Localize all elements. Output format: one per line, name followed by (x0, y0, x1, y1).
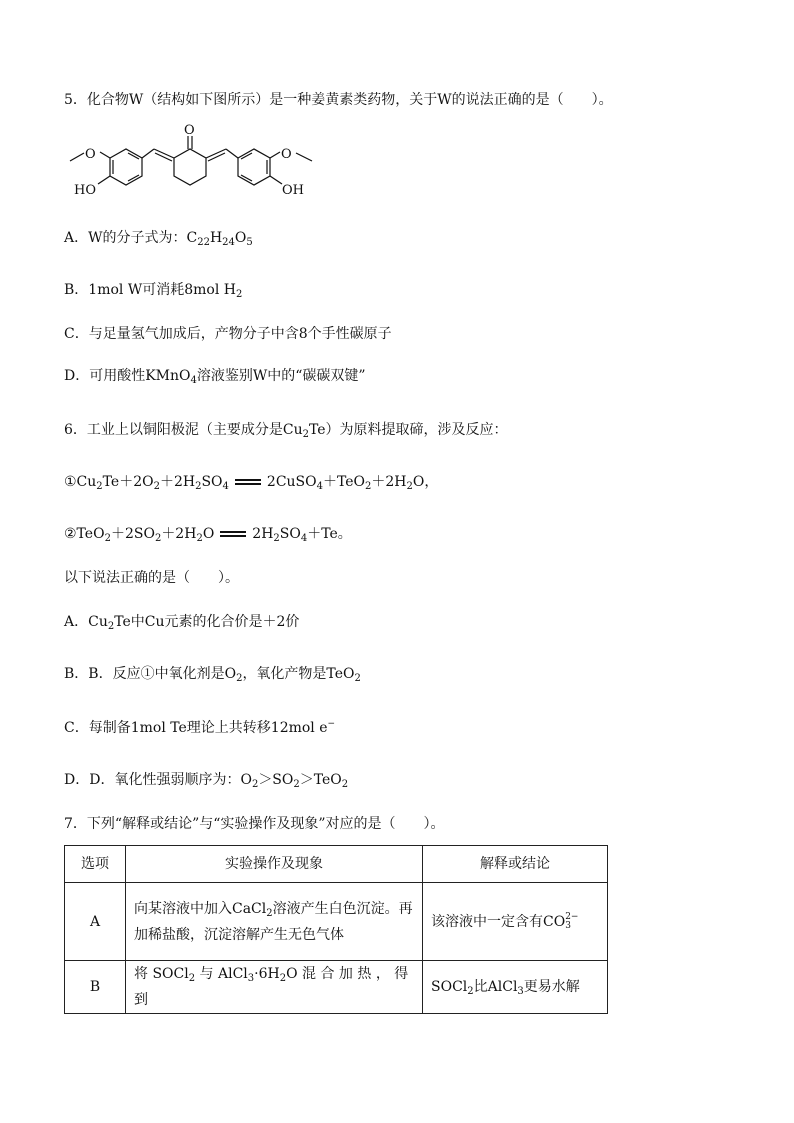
header-option: 选项 (65, 846, 126, 883)
equals-sign (220, 529, 246, 539)
q5-stem: 5．化合物W（结构如下图所示）是一种姜黄素类药物，关于W的说法正确的是（ ）。 (64, 92, 613, 108)
table-row (65, 883, 608, 961)
row-a-operation: 向某溶液中加入CaCl$_2$溶液产生白色沉淀。再 加稀盐酸，沉淀溶解产生无色气体 (126, 883, 423, 961)
row-b-conclusion: SOCl$_2$比AlCl$_3$更易水解 (423, 961, 608, 1014)
q6-option-d: D．D．氧化性强弱顺序为：$O_2>SO_2>TeO_2$ (64, 772, 349, 790)
header-conclusion: 解释或结论 (423, 846, 608, 883)
right-methoxy-o: O (281, 147, 292, 162)
q6-stem: 6．工业上以铜阳极泥（主要成分是$Cu_2Te$）为原料提取碲，涉及反应： (64, 422, 508, 440)
q5-option-b: B．1mol W可消耗8mol $H_2$ (64, 282, 243, 300)
equals-sign (235, 477, 261, 487)
q5-option-d: D．可用酸性KMnO$_4$溶液鉴别W中的“碳碳双键” (64, 368, 366, 386)
q5-option-c: C．与足量氢气加成后，产物分子中含8个手性碳原子 (64, 326, 392, 342)
table-row (65, 961, 608, 1014)
q6-option-b: B．B．反应①中氧化剂是$O_2$，氧化产物是TeO$_2$ (64, 666, 361, 684)
row-a-option: A (65, 883, 126, 961)
table-header-row (65, 846, 608, 883)
ketone-oxygen-label: O (184, 123, 195, 138)
right-hydroxyl-label: OH (282, 183, 304, 198)
compound-w-structure (64, 120, 324, 204)
q7-stem: 7．下列“解释或结论”与“实验操作及现象”对应的是（ ）。 (64, 816, 445, 832)
q6-option-c: C．每制备1mol Te理论上共转移12mol e− (64, 719, 336, 736)
left-methoxy-o: O (85, 147, 96, 162)
q6-reaction-2: $②TeO_2+2SO_2+2H_2O$ $2H_2SO_4+Te$。 (64, 526, 352, 544)
q6-option-a: A．$Cu_2Te$中Cu元素的化合价是＋2价 (64, 614, 300, 632)
q6-question: 以下说法正确的是（ ）。 (64, 570, 239, 586)
row-b-operation: 将 SOCl$_2$ 与 $AlCl_3\cdot 6H_2O$ 混 合 加 热 ， 得 到 (126, 961, 423, 1014)
header-operation: 实验操作及现象 (126, 846, 423, 883)
left-hydroxyl-label: HO (74, 183, 96, 198)
row-b-option: B (65, 961, 126, 1014)
row-a-conclusion: 该溶液中一定含有CO 2− 3 (423, 883, 608, 961)
q5-option-a: A．W的分子式为：$C_{22}H_{24}O_5$ (64, 230, 253, 248)
q7-table (64, 845, 608, 1014)
q6-reaction-1: $①Cu_2Te+2O_2+2H_2SO_4$ $2CuSO_4+TeO_2+2H_2O$， (64, 474, 439, 492)
